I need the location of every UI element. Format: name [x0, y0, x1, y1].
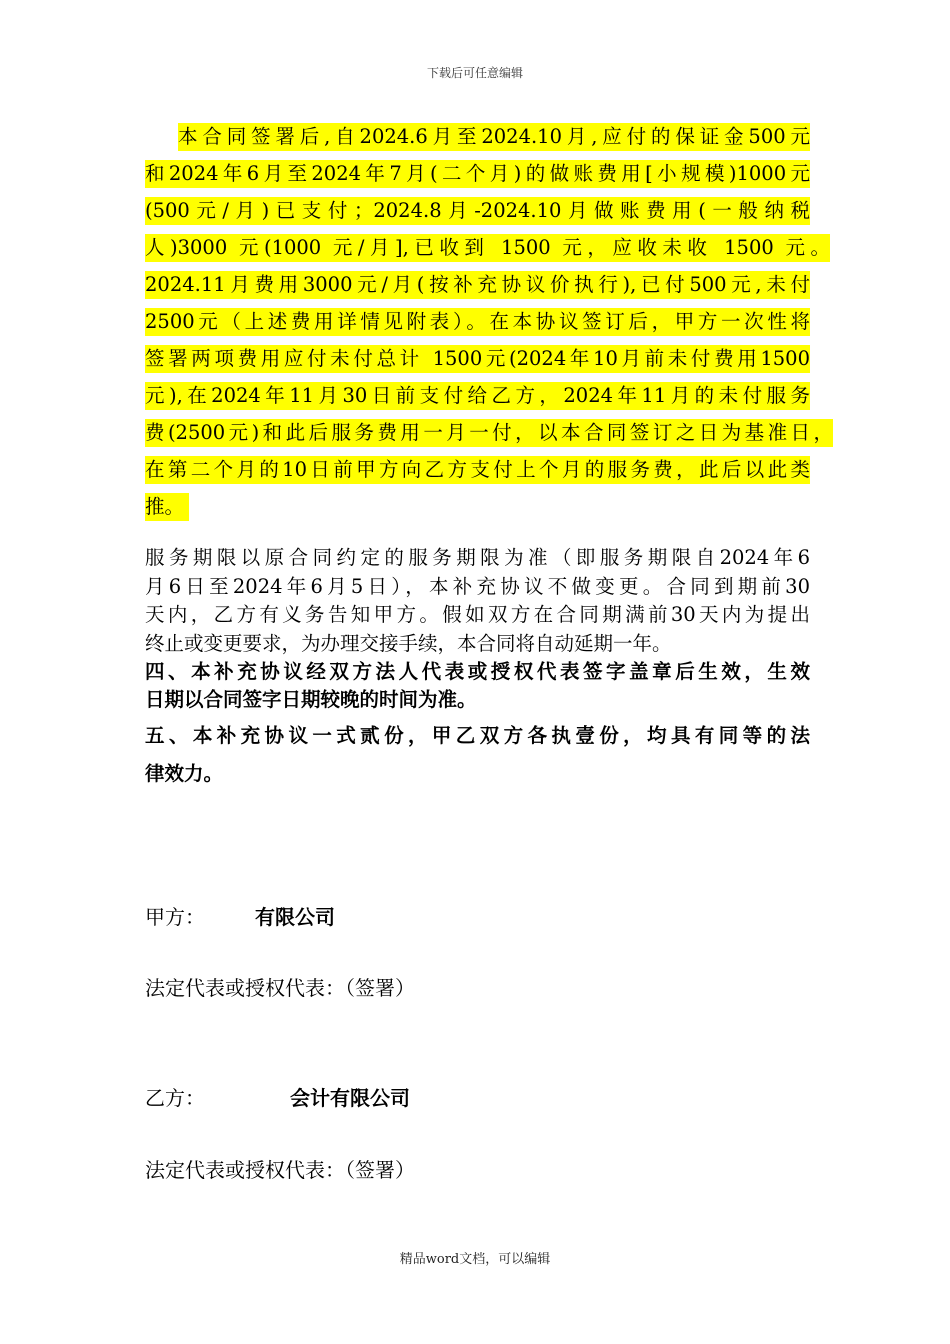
party-b-rep-signature: 法定代表或授权代表：（签署） [145, 1158, 415, 1182]
party-a-label: 甲方： [145, 905, 205, 929]
paragraph-line: 费(2500元)和此后服务费用一月一付，以本合同签订之日为基准日， [145, 419, 833, 447]
party-a-rep-signature: 法定代表或授权代表：（签署） [145, 976, 415, 1000]
paragraph-line: 元),在2024年11月30日前支付给乙方，2024年11月的未付服务 [145, 382, 810, 410]
party-a-company: 有限公司 [255, 905, 335, 929]
paragraph-line: 天内，乙方有义务告知甲方。假如双方在合同期满前30天内为提出 [145, 603, 810, 626]
party-b-company: 会计有限公司 [290, 1086, 410, 1110]
paragraph-line: 本合同签署后,自2024.6月至2024.10月,应付的保证金500元 [178, 123, 810, 151]
paragraph-line: 签署两项费用应付未付总计 1500元(2024年10月前未付费用1500 [145, 345, 810, 373]
footer-note: 精品word文档，可以编辑 [399, 1252, 551, 1267]
paragraph-line: 四、本补充协议经双方法人代表或授权代表签字盖章后生效，生效 [145, 660, 810, 683]
service-term-paragraph [145, 544, 810, 658]
paragraph-line: 2024.11月费用3000元/月(按补充协议价执行),已付500元,未付 [145, 271, 810, 299]
paragraph-line: 终止或变更要求，为办理交接手续，本合同将自动延期一年。 [145, 631, 672, 655]
clause-four [145, 658, 810, 714]
paragraph-line: 人)3000 元(1000 元/月],已收到 1500 元，应收未收 1500 元。 [145, 234, 830, 262]
paragraph-line: 和2024年6月至2024年7月(二个月)的做账费用[小规模)1000元 [145, 160, 810, 188]
paragraph-line: 月6日至2024年6月5日），本补充协议不做变更。合同到期前30 [145, 574, 810, 598]
paragraph-line: 推。 [145, 493, 189, 521]
paragraph-line: 服务期限以原合同约定的服务期限为准（即服务期限自2024年6 [145, 546, 810, 569]
clause-five [145, 717, 810, 793]
paragraph-line: 五、本补充协议一式贰份，甲乙双方各执壹份，均具有同等的法 [145, 724, 810, 747]
party-b-label: 乙方： [145, 1086, 205, 1110]
paragraph-line: 在第二个月的10日前甲方向乙方支付上个月的服务费，此后以此类 [145, 456, 810, 484]
paragraph-line: 2500元（上述费用详情见附表）。在本协议签订后，甲方一次性将 [145, 308, 810, 336]
header-note: 下载后可任意编辑 [426, 66, 523, 80]
paragraph-line: (500元/月)已支付；2024.8月-2024.10月做账费用(一般纳税 [145, 197, 810, 225]
paragraph-line: 律效力。 [145, 762, 224, 785]
paragraph-line: 日期以合同签字日期较晚的时间为准。 [145, 688, 477, 711]
